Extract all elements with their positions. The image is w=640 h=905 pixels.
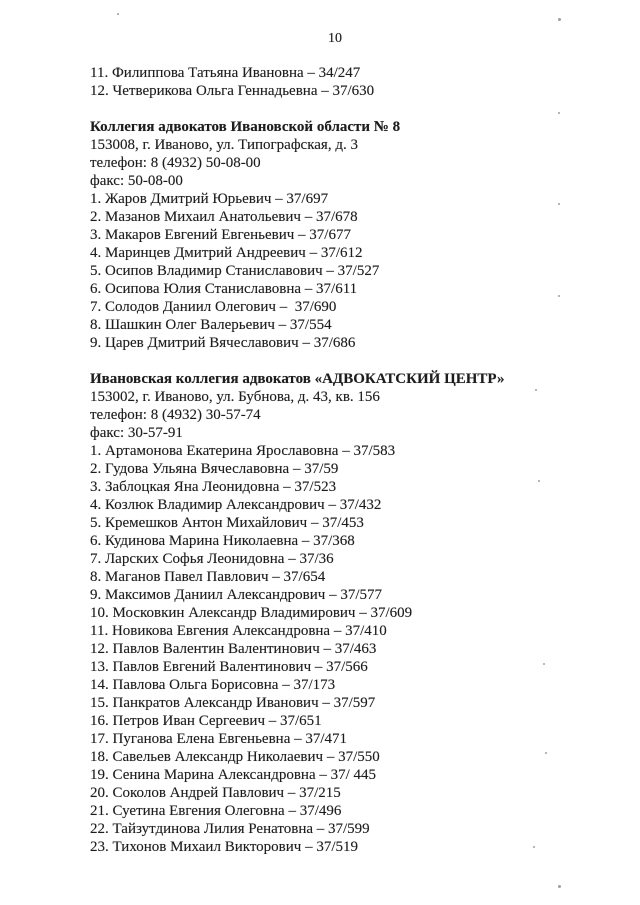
section-title: Ивановская коллегия адвокатов «АДВОКАТСКИЙ ЦЕНТР» xyxy=(90,371,505,387)
member-line: 14. Павлова Ольга Борисовна – 37/173 xyxy=(90,677,336,693)
member-line: 11. Филиппова Татьяна Ивановна – 34/247 xyxy=(90,65,361,81)
scan-speck xyxy=(535,389,537,391)
scan-speck xyxy=(558,112,560,114)
member-list xyxy=(90,442,580,856)
member-line: 4. Козлюк Владимир Александрович – 37/432 xyxy=(90,497,382,513)
member-line: 5. Осипов Владимир Станиславович – 37/527 xyxy=(90,263,380,279)
member-line: 3. Макаров Евгений Евгеньевич – 37/677 xyxy=(90,227,351,243)
member-line: 2. Мазанов Михаил Анатольевич – 37/678 xyxy=(90,209,358,225)
member-line: 12. Павлов Валентин Валентинович – 37/463 xyxy=(90,641,377,657)
scan-speck xyxy=(558,18,561,21)
member-line: 12. Четверикова Ольга Геннадьевна – 37/630 xyxy=(90,83,375,99)
section-collegium-8 xyxy=(90,118,580,352)
scan-speck xyxy=(545,752,547,754)
member-line: 6. Осипова Юлия Станиславовна – 37/611 xyxy=(90,281,358,297)
member-line: 22. Тайзутдинова Лилия Ренатовна – 37/599 xyxy=(90,821,370,837)
member-line: 17. Пуганова Елена Евгеньевна – 37/471 xyxy=(90,731,348,747)
member-list xyxy=(90,190,580,352)
section-phone: телефон: 8 (4932) 50-08-00 xyxy=(90,155,261,171)
section-fax: факс: 50-08-00 xyxy=(90,173,183,189)
member-line: 8. Шашкин Олег Валерьевич – 37/554 xyxy=(90,317,332,333)
member-line: 5. Кремешков Антон Михайлович – 37/453 xyxy=(90,515,364,531)
member-line: 19. Сенина Марина Александровна – 37/ 445 xyxy=(90,767,377,783)
member-line: 23. Тихонов Михаил Викторович – 37/519 xyxy=(90,839,358,855)
member-line: 18. Савельев Александр Николаевич – 37/550 xyxy=(90,749,380,765)
page-number: 10 xyxy=(328,31,342,46)
member-line: 4. Маринцев Дмитрий Андреевич – 37/612 xyxy=(90,245,363,261)
member-line: 1. Жаров Дмитрий Юрьевич – 37/697 xyxy=(90,191,329,207)
scan-speck xyxy=(533,846,535,848)
member-line: 21. Суетина Евгения Олеговна – 37/496 xyxy=(90,803,342,819)
member-line: 10. Московкин Александр Владимирович – 37/609 xyxy=(90,605,413,621)
member-line: 2. Гудова Ульяна Вячеславовна – 37/59 xyxy=(90,461,339,477)
scan-speck xyxy=(558,295,560,297)
scan-speck xyxy=(558,203,560,205)
member-line: 16. Петров Иван Сергеевич – 37/651 xyxy=(90,713,322,729)
scan-speck xyxy=(538,480,540,482)
scan-speck xyxy=(543,663,545,665)
scan-speck xyxy=(558,885,561,888)
member-line: 9. Царев Дмитрий Вячеславович – 37/686 xyxy=(90,335,356,351)
section-address: 153008, г. Иваново, ул. Типографская, д. 3 xyxy=(90,137,358,153)
member-line: 9. Максимов Даниил Александрович – 37/577 xyxy=(90,587,382,603)
member-line: 11. Новикова Евгения Александровна – 37/410 xyxy=(90,623,387,639)
member-line: 6. Кудинова Марина Николаевна – 37/368 xyxy=(90,533,355,549)
continuation-member-list xyxy=(90,64,580,100)
scan-speck xyxy=(117,13,119,15)
member-line: 1. Артамонова Екатерина Ярославовна – 37/583 xyxy=(90,443,396,459)
member-line: 15. Панкратов Александр Иванович – 37/597 xyxy=(90,695,376,711)
section-advocate-center xyxy=(90,370,580,856)
section-title: Коллегия адвокатов Ивановской области № 8 xyxy=(90,119,401,135)
member-line: 20. Соколов Андрей Павлович – 37/215 xyxy=(90,785,341,801)
member-line: 8. Маганов Павел Павлович – 37/654 xyxy=(90,569,326,585)
section-address: 153002, г. Иваново, ул. Бубнова, д. 43, кв. 156 xyxy=(90,389,380,405)
member-line: 7. Ларских Софья Леонидовна – 37/36 xyxy=(90,551,334,567)
member-line: 13. Павлов Евгений Валентинович – 37/566 xyxy=(90,659,368,675)
section-phone: телефон: 8 (4932) 30-57-74 xyxy=(90,407,261,423)
member-line: 3. Заблоцкая Яна Леонидовна – 37/523 xyxy=(90,479,337,495)
member-line: 7. Солодов Даниил Олегович – 37/690 xyxy=(90,299,337,315)
section-fax: факс: 30-57-91 xyxy=(90,425,183,441)
